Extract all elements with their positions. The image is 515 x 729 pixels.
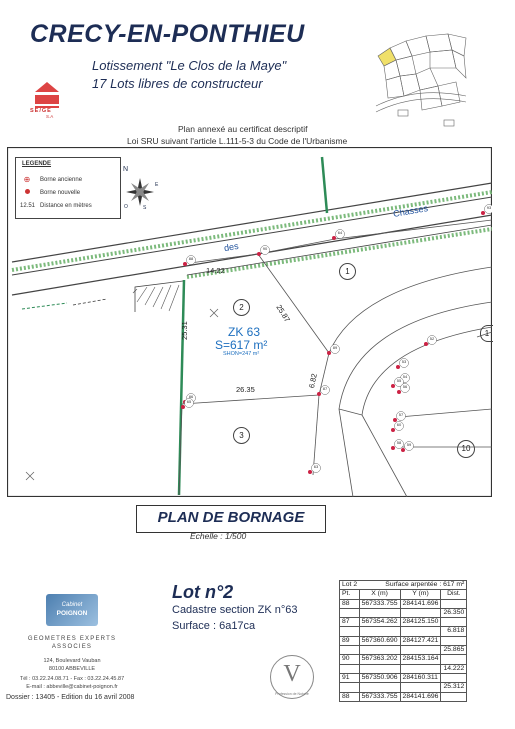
table-cell: 88 bbox=[340, 692, 360, 701]
legend-title: LEGENDE bbox=[22, 161, 52, 167]
firm-email: E-mail : abbeville@cabinet-poignon.fr bbox=[26, 684, 118, 690]
table-cell: 567354.262 bbox=[359, 618, 400, 627]
table-row bbox=[340, 636, 467, 645]
boundary-marker bbox=[391, 446, 395, 450]
table-header: X (m) bbox=[359, 590, 400, 599]
marker-label: 56 bbox=[402, 384, 408, 389]
legend-label: Borne ancienne bbox=[40, 176, 83, 183]
table-row bbox=[340, 655, 467, 664]
table-cell bbox=[340, 646, 360, 655]
table-row bbox=[340, 618, 467, 627]
legend-label: Distance en mètres bbox=[40, 203, 92, 209]
table-lot-label: Lot 2 bbox=[340, 581, 360, 590]
table-cell: 567350.906 bbox=[359, 673, 400, 682]
firm-address2: 80100 ABBEVILLE bbox=[48, 666, 96, 672]
marker-label: 59 bbox=[406, 442, 412, 447]
location-map bbox=[356, 26, 472, 132]
distance-label: 26.35 bbox=[236, 385, 255, 394]
boundary-marker bbox=[391, 384, 395, 388]
marker-label: 52 bbox=[429, 336, 435, 341]
cross-circle-icon: ⊕ bbox=[23, 175, 31, 184]
table-cell: 90 bbox=[340, 655, 360, 664]
table-row bbox=[340, 599, 467, 608]
table-cell bbox=[400, 608, 441, 617]
compass-e: E bbox=[155, 182, 159, 188]
table-row bbox=[340, 673, 467, 682]
table-cell: 87 bbox=[340, 618, 360, 627]
lot-number-label: 2 bbox=[239, 303, 244, 312]
marker-label: 54 bbox=[402, 374, 408, 379]
table-cell: 567363.202 bbox=[359, 655, 400, 664]
distance-label: 25.31 bbox=[180, 321, 189, 340]
coordinates-table bbox=[339, 580, 467, 702]
table-header: Dist. bbox=[441, 590, 467, 599]
lot-number-label: 3 bbox=[239, 431, 244, 440]
firm-logo-line2: POIGNON bbox=[56, 610, 88, 617]
table-header: Y (m) bbox=[400, 590, 441, 599]
table-cell: 284141.696 bbox=[400, 692, 441, 701]
compass-o: O bbox=[124, 204, 128, 210]
table-cell: 25.312 bbox=[441, 683, 467, 692]
table-cell: 88 bbox=[340, 599, 360, 608]
table-cell bbox=[441, 599, 467, 608]
marker-label: 53 bbox=[401, 359, 407, 364]
marker-label: 89 bbox=[332, 345, 338, 350]
lot-number-label: 1 bbox=[345, 267, 350, 276]
table-distance-row bbox=[340, 664, 467, 673]
boundary-marker bbox=[481, 211, 485, 215]
marker-label: 88 bbox=[188, 256, 194, 261]
boundary-marker bbox=[401, 448, 405, 452]
boundary-marker bbox=[332, 236, 336, 240]
plan-scale: Echelle : 1/500 bbox=[190, 531, 247, 541]
distance-label: 14.22 bbox=[206, 266, 225, 275]
lot-title: Lot n°2 bbox=[172, 582, 234, 602]
cadastre-ref: Cadastre section ZK n°63 bbox=[172, 604, 298, 616]
marker-label: 58 bbox=[396, 440, 402, 445]
legend-item-distance bbox=[20, 203, 92, 209]
marker-label: 55 bbox=[396, 378, 402, 383]
distance-symbol: 12.51 bbox=[20, 203, 36, 209]
boundary-marker bbox=[183, 262, 187, 266]
logo-text: SE/GE bbox=[30, 108, 52, 114]
table-cell bbox=[441, 692, 467, 701]
table-distance-row bbox=[340, 627, 467, 636]
table-cell bbox=[340, 608, 360, 617]
table-cell bbox=[441, 655, 467, 664]
street-label-part2: Chasses bbox=[392, 203, 429, 219]
stamp-ring-text: Profession de Notaire bbox=[275, 692, 309, 696]
table-cell bbox=[359, 683, 400, 692]
table-cell: 567333.755 bbox=[359, 599, 400, 608]
table-cell: 91 bbox=[340, 673, 360, 682]
parcel-id: ZK 63 bbox=[228, 325, 261, 339]
dot-icon bbox=[20, 189, 34, 196]
legend-label: Borne nouvelle bbox=[40, 189, 81, 196]
boundary-marker bbox=[257, 252, 261, 256]
lot-number-3 bbox=[233, 427, 250, 444]
table-cell bbox=[441, 618, 467, 627]
table-cell bbox=[340, 683, 360, 692]
boundary-marker bbox=[397, 390, 401, 394]
table-surface-label: Surface arpentée : 617 m² bbox=[359, 581, 467, 590]
table-distance-row bbox=[340, 683, 467, 692]
table-cell bbox=[400, 646, 441, 655]
lot-number-label: 1 bbox=[484, 329, 490, 338]
legend-item-new-marker bbox=[20, 189, 80, 196]
distance-label: 6.82 bbox=[307, 372, 319, 389]
firm-logo bbox=[46, 594, 98, 626]
table-cell bbox=[359, 608, 400, 617]
table-cell bbox=[359, 646, 400, 655]
plan-title: PLAN DE BORNAGE bbox=[157, 509, 305, 526]
marker-label: 63 bbox=[313, 464, 319, 469]
marker-label: 64 bbox=[337, 230, 343, 235]
legend-item-old-marker bbox=[20, 175, 82, 184]
table-cell: 567360.690 bbox=[359, 636, 400, 645]
street-label-part1: des bbox=[223, 240, 240, 254]
table-cell: 14.222 bbox=[441, 664, 467, 673]
marker-label: 60 bbox=[396, 422, 402, 427]
stamp-letter: V bbox=[283, 661, 301, 687]
compass-n: N bbox=[123, 166, 129, 173]
table-distance-row bbox=[340, 646, 467, 655]
table-cell bbox=[340, 627, 360, 636]
boundary-marker bbox=[391, 428, 395, 432]
lot-surface: Surface : 6a17ca bbox=[172, 620, 256, 632]
lot-number-11 bbox=[480, 325, 493, 342]
lot-number-10 bbox=[457, 440, 475, 458]
lot-number-2 bbox=[233, 299, 250, 316]
table-cell bbox=[340, 664, 360, 673]
firm-name: GEOMETRES EXPERTS bbox=[27, 636, 117, 642]
table-cell: 25.865 bbox=[441, 646, 467, 655]
boundary-marker bbox=[317, 392, 321, 396]
boundary-marker bbox=[308, 470, 312, 474]
table-cell: 26.350 bbox=[441, 608, 467, 617]
page-title: CRECY-EN-PONTHIEU bbox=[30, 20, 305, 48]
lots-count: 17 Lots libres de constructeur bbox=[92, 76, 263, 91]
marker-label: 90 bbox=[262, 246, 268, 251]
firm-logo-line1: Cabinet bbox=[61, 602, 83, 608]
distance-label: 25.87 bbox=[274, 303, 292, 324]
table-cell: 567333.755 bbox=[359, 692, 400, 701]
table-row bbox=[340, 692, 467, 701]
law-text: Loi SRU suivant l'article L.111-5-3 du Code de l'Urbanisme bbox=[127, 136, 348, 146]
table-cell: 284125.150 bbox=[400, 618, 441, 627]
boundary-marker bbox=[396, 365, 400, 369]
table-cell: 284153.164 bbox=[400, 655, 441, 664]
parcel-shon: SHON=247 m² bbox=[223, 351, 260, 357]
dossier-info: Dossier : 13405 - Edition du 16 avril 2008 bbox=[6, 694, 135, 701]
marker-label: 65 bbox=[186, 399, 192, 404]
compass-s: S bbox=[143, 205, 147, 211]
marker-label: 93 bbox=[486, 205, 492, 210]
notary-stamp bbox=[270, 655, 314, 699]
logo-subtext: S.A bbox=[46, 114, 54, 119]
table-cell bbox=[400, 683, 441, 692]
table-cell: 89 bbox=[340, 636, 360, 645]
lot-number-1 bbox=[339, 263, 356, 280]
table-cell: 284127.421 bbox=[400, 636, 441, 645]
marker-label: 87 bbox=[322, 386, 328, 391]
legend bbox=[15, 157, 121, 219]
lotissement-name: Lotissement "Le Clos de la Maye" bbox=[92, 58, 287, 73]
lot-number-label: 10 bbox=[461, 444, 471, 453]
plan-title-box bbox=[136, 505, 326, 533]
table-cell bbox=[441, 673, 467, 682]
marker-label: 86 bbox=[188, 394, 194, 399]
table-distance-row bbox=[340, 608, 467, 617]
marker-label: 57 bbox=[398, 412, 404, 417]
table-header: Pt. bbox=[340, 590, 360, 599]
boundary-marker bbox=[327, 351, 331, 355]
annex-text: Plan annexé au certificat descriptif bbox=[178, 124, 308, 134]
table-cell bbox=[359, 627, 400, 636]
table-cell: 284160.311 bbox=[400, 673, 441, 682]
table-cell bbox=[400, 627, 441, 636]
table-header-row bbox=[340, 590, 467, 599]
boundary-marker bbox=[181, 405, 185, 409]
table-cell: 284141.696 bbox=[400, 599, 441, 608]
firm-phone: Tél : 03.22.24.08.71 - Fax : 03.22.24.45.87 bbox=[19, 676, 125, 682]
table-cell bbox=[441, 636, 467, 645]
table-cell bbox=[400, 664, 441, 673]
firm-address1: 124, Boulevard Vauban bbox=[43, 658, 101, 664]
firm-name-line2: ASSOCIES bbox=[51, 644, 93, 650]
boundary-marker bbox=[424, 342, 428, 346]
table-cell: 6.818 bbox=[441, 627, 467, 636]
parcel-area: S=617 m² bbox=[215, 338, 268, 352]
table-cell bbox=[359, 664, 400, 673]
